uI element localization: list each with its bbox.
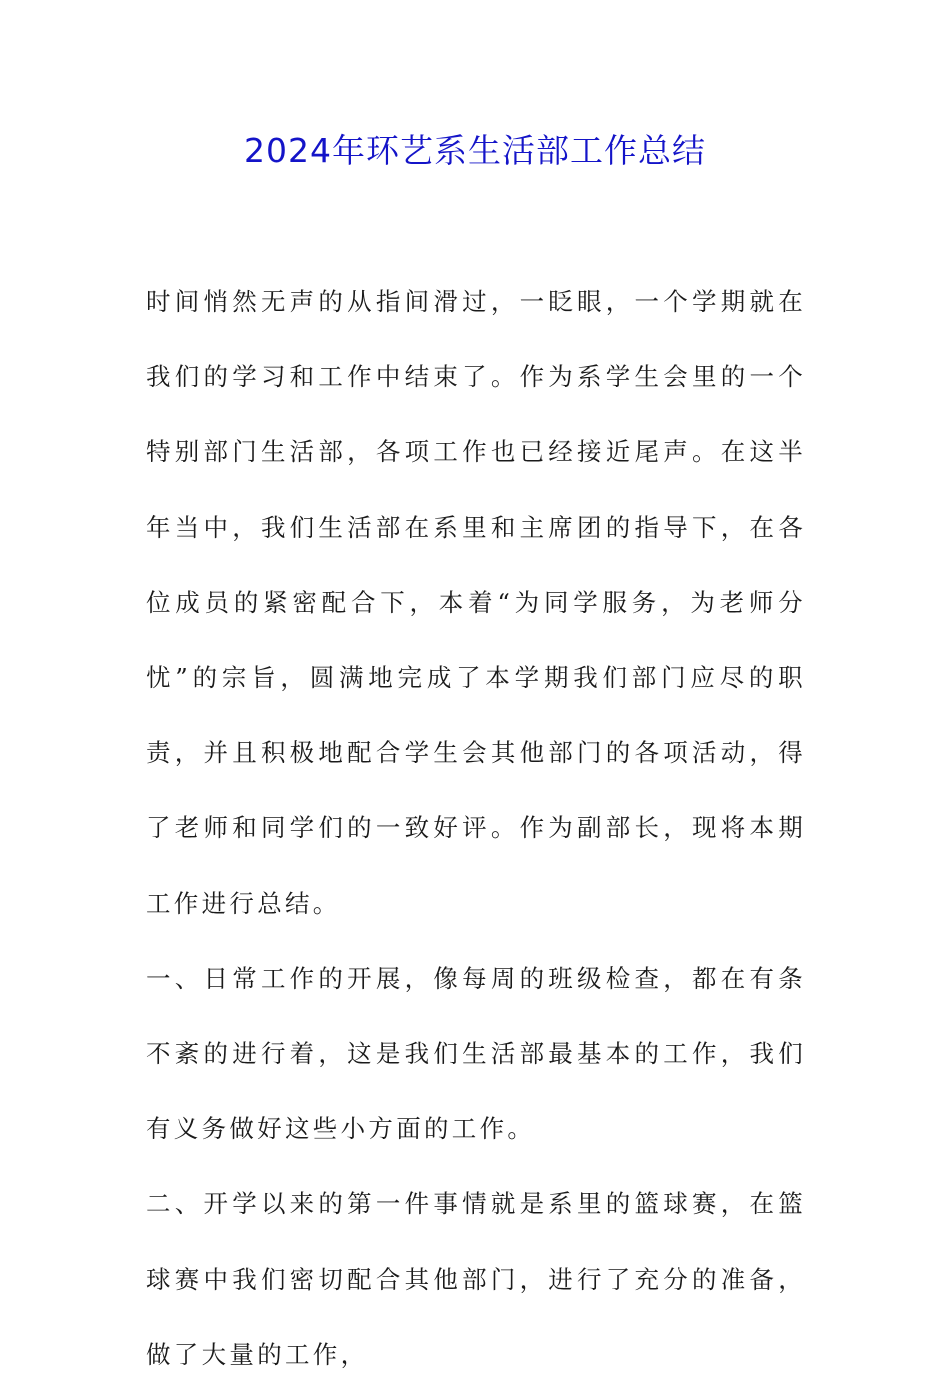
paragraph-intro: 时间悄然无声的从指间滑过，一眨眼，一个学期就在我们的学习和工作中结束了。作为系学生会里的一个特别部门生活部，各项工作也已经接近尾声。在这半年当中，我们生活部在系里和主席团的指导下，在各位成员的紧密配合下，本着“为同学服务，为老师分忧”的宗旨，圆满地完成了本学期我们部门应尽的职责，并且积极地配合学生会其他部门的各项活动，得了老师和同学们的一致好评。作为副部长，现将本期工作进行总结。 xyxy=(146,287,806,918)
document-title: 2024年环艺系生活部工作总结 xyxy=(244,131,706,170)
paragraph-item-2: 二、开学以来的第一件事情就是系里的篮球赛，在篮球赛中我们密切配合其他部门，进行了充分的准备，做了大量的工作， xyxy=(146,1189,806,1369)
paragraph-item-1: 一、日常工作的开展，像每周的班级检查，都在有条不紊的进行着，这是我们生活部最基本的工作，我们有义务做好这些小方面的工作。 xyxy=(146,963,806,1144)
document-body xyxy=(146,264,806,1392)
